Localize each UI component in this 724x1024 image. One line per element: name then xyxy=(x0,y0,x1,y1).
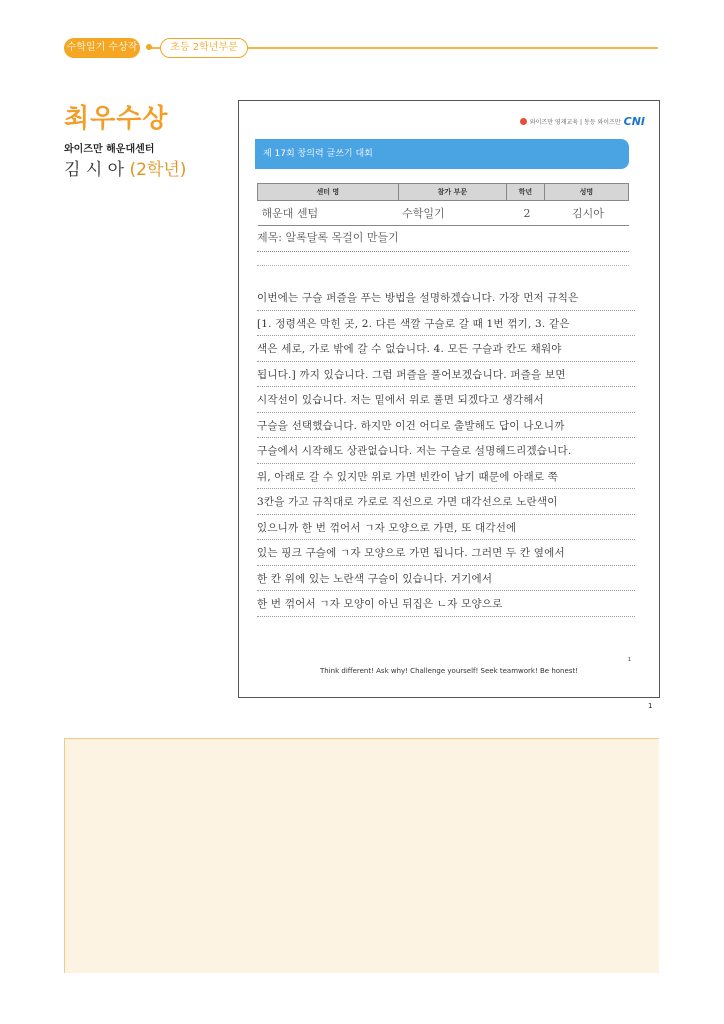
scanned-document xyxy=(238,100,660,698)
value-category: 수학일기 xyxy=(398,201,506,226)
value-grade: 2 xyxy=(507,201,545,226)
essay-line: 있으니까 한 번 꺾어서 ㄱ자 모양으로 가면, 또 대각선에 xyxy=(257,515,635,541)
brand-header xyxy=(520,115,645,128)
essay-line: 있는 핑크 구슬에 ㄱ자 모양으로 가면 됩니다. 그러면 두 칸 옆에서 xyxy=(257,540,635,566)
student-grade: (2학년) xyxy=(129,160,187,180)
header-center: 센터 명 xyxy=(258,184,399,201)
award-title: 최우수상 xyxy=(64,104,169,134)
brand-text: 와이즈만 영재교육 | 동등 와이즈만 xyxy=(529,119,621,126)
student-info xyxy=(64,155,186,180)
entry-info-table xyxy=(257,183,629,226)
tag-separator-dot xyxy=(146,44,152,50)
essay-line: 구슬을 선택했습니다. 하지만 이건 어디로 출발해도 답이 나오니까 xyxy=(257,413,635,439)
brand-logo: CNI xyxy=(623,115,645,128)
brand-icon xyxy=(520,118,527,125)
essay-line: 위, 아래로 갈 수 있지만 위로 가면 빈칸이 남기 때문에 아래로 쭉 xyxy=(257,464,635,490)
blank-rule xyxy=(257,265,629,266)
header-name: 성명 xyxy=(544,184,628,201)
header-grade: 학년 xyxy=(507,184,545,201)
notes-panel xyxy=(64,738,659,973)
page-number: 1 xyxy=(648,702,653,710)
division-tag: 초등 2학년부문 xyxy=(160,38,248,58)
essay-line: 한 칸 위에 있는 노란색 구슬이 있습니다. 거기에서 xyxy=(257,566,635,592)
essay-line: 됩니다.] 까지 있습니다. 그럼 퍼즐을 풀어보겠습니다. 퍼즐을 보면 xyxy=(257,362,635,388)
value-name: 김시아 xyxy=(544,201,628,226)
essay-line: 한 번 꺾어서 ㄱ자 모양이 아닌 뒤집은 ㄴ자 모양으로 xyxy=(257,591,635,617)
essay-line: 3칸을 가고 규칙대로 가로로 직선으로 가면 대각선으로 노란색이 xyxy=(257,489,635,515)
contest-banner: 제 17회 창의력 글쓰기 대회 xyxy=(255,139,629,169)
value-center: 해운대 센텀 xyxy=(258,201,399,226)
inner-page-number: 1 xyxy=(627,657,631,663)
student-name: 김 시 아 xyxy=(64,160,125,180)
essay-line: 구슬에서 시작해도 상관없습니다. 저는 구슬로 설명해드리겠습니다. xyxy=(257,438,635,464)
essay-line: 색은 세로, 가로 밖에 갈 수 없습니다. 4. 모든 구슬과 칸도 채워야 xyxy=(257,336,635,362)
essay-line: 이번에는 구슬 퍼즐을 푸는 방법을 설명하겠습니다. 가장 먼저 규칙은 xyxy=(257,285,635,311)
category-tag: 수학일기 수상작 xyxy=(64,38,140,58)
header-category: 참가 부문 xyxy=(398,184,506,201)
motto: Think different! Ask why! Challenge yourself! Seek teamwork! Be honest! xyxy=(320,667,578,675)
essay-line: [1. 정령색은 막힌 곳, 2. 다른 색깔 구슬로 갈 때 1번 꺾기, 3. 같은 xyxy=(257,311,635,337)
essay-line: 시작선이 있습니다. 저는 밑에서 위로 풀면 되겠다고 생각해서 xyxy=(257,387,635,413)
handwritten-essay xyxy=(257,285,635,617)
center-name: 와이즈만 해운대센터 xyxy=(64,144,155,155)
essay-title: 제목: 알록달록 목걸이 만들기 xyxy=(257,229,629,252)
